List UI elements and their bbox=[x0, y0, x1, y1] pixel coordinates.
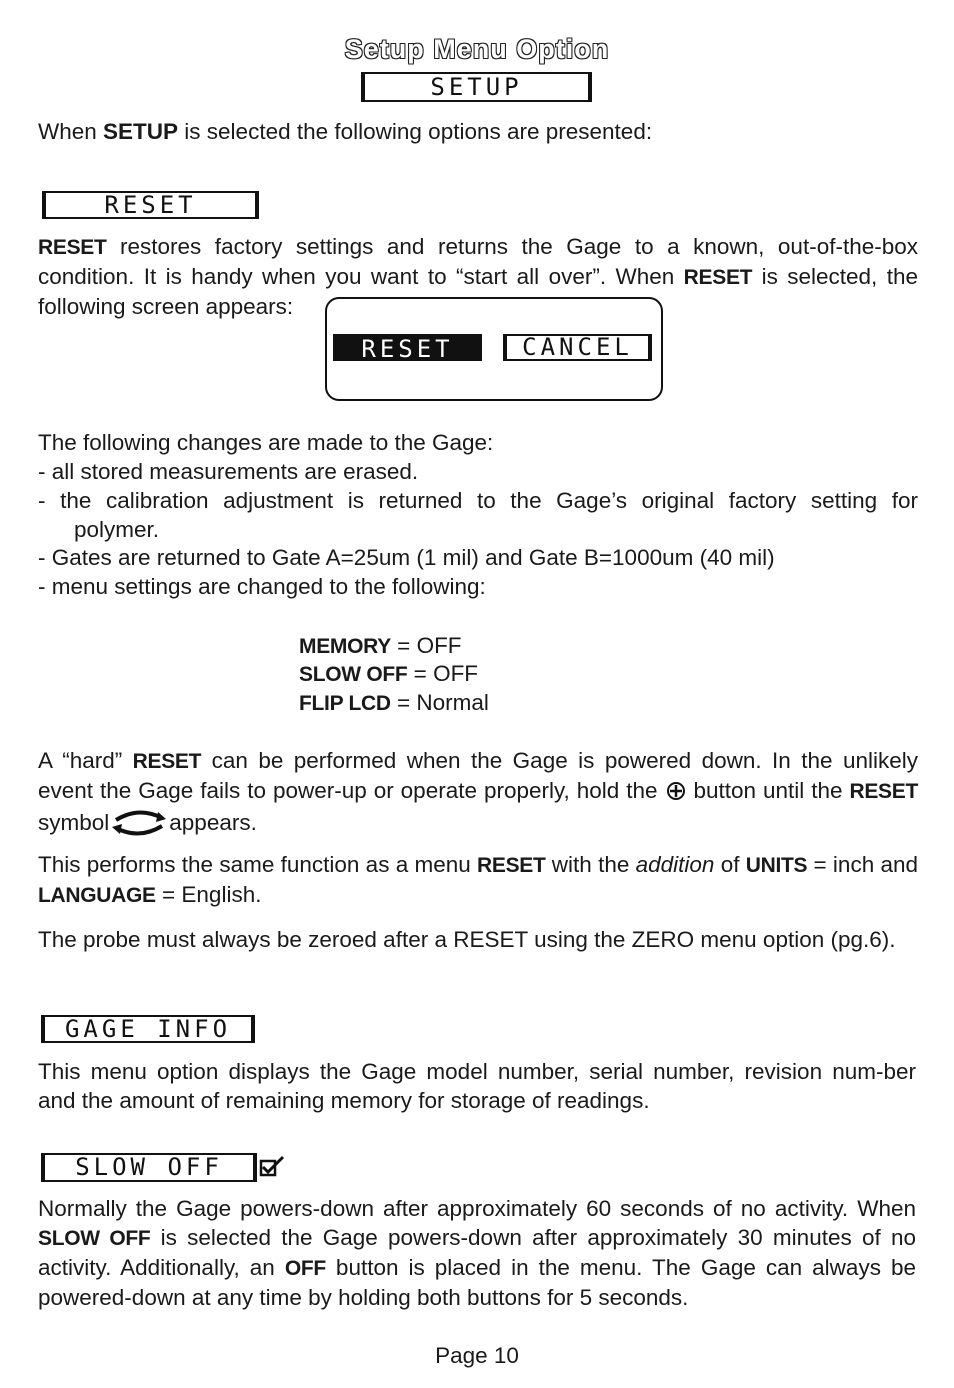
changes-item-2-cont: polymer. bbox=[74, 517, 160, 542]
lcd-reset-label: RESET bbox=[42, 191, 259, 219]
lcd-reset-button: RESET bbox=[333, 334, 482, 361]
setting-memory: MEMORY = OFF bbox=[299, 633, 462, 658]
lcd-slow-off-label: SLOW OFF bbox=[41, 1153, 257, 1182]
hard-reset-description: A “hard” RESET can be performed when the Gage is powered down. In the unlikely event the Gage fails to power-up or operate properly, hold the button until the RESET symbol appears. bbox=[38, 746, 918, 845]
setting-slow-off: SLOW OFF = OFF bbox=[299, 661, 479, 686]
same-function-text: This performs the same function as a menu RESET with the addition of UNITS = inch and LANGUAGE = English. bbox=[38, 852, 919, 907]
lcd-setup-label: SETUP bbox=[361, 72, 592, 102]
lcd-gage-info-label: GAGE INFO bbox=[41, 1015, 255, 1043]
probe-zero-note: The probe must always be zeroed after a RESET using the ZERO menu option (pg.6). bbox=[38, 927, 896, 952]
setting-flip-lcd: FLIP LCD = Normal bbox=[299, 690, 489, 715]
lcd-cancel-button: CANCEL bbox=[503, 334, 652, 361]
changes-item-4: - menu settings are changed to the following: bbox=[38, 574, 486, 599]
intro-text: When SETUP is selected the following options are presented: bbox=[38, 119, 653, 144]
gage-info-description: This menu option displays the Gage model number, serial number, revision num-ber and the amount of remaining memory for storage of readings. bbox=[38, 1059, 916, 1113]
changes-heading: The following changes are made to the Gage: bbox=[38, 430, 494, 455]
page-title: Setup Menu Option bbox=[344, 34, 610, 64]
reset-symbol-icon bbox=[110, 808, 168, 845]
reset-description: RESET restores factory settings and returns the Gage to a known, out-of-the-box condition. It is handy when you want to “start all over”. When RESET is selected, the following screen appears: bbox=[38, 234, 918, 319]
page-number: Page 10 bbox=[435, 1343, 519, 1368]
changes-item-3: - Gates are returned to Gate A=25um (1 mil) and Gate B=1000um (40 mil) bbox=[38, 545, 775, 570]
plus-button-icon bbox=[665, 779, 687, 808]
changes-item-2: - the calibration adjustment is returned to the Gage’s original factory setting for bbox=[38, 488, 918, 513]
slow-off-description: Normally the Gage powers-down after approximately 60 seconds of no activity. When SLOW OFF is selected the Gage powers-down after approximately 30 minutes of no activity. Additionally, an OFF button is placed in the menu. The Gage can always be powered-down at any time by holding both buttons for 5 seconds. bbox=[38, 1196, 917, 1310]
checkbox-checked-icon bbox=[259, 1155, 285, 1186]
changes-item-1: - all stored measurements are erased. bbox=[38, 459, 419, 484]
